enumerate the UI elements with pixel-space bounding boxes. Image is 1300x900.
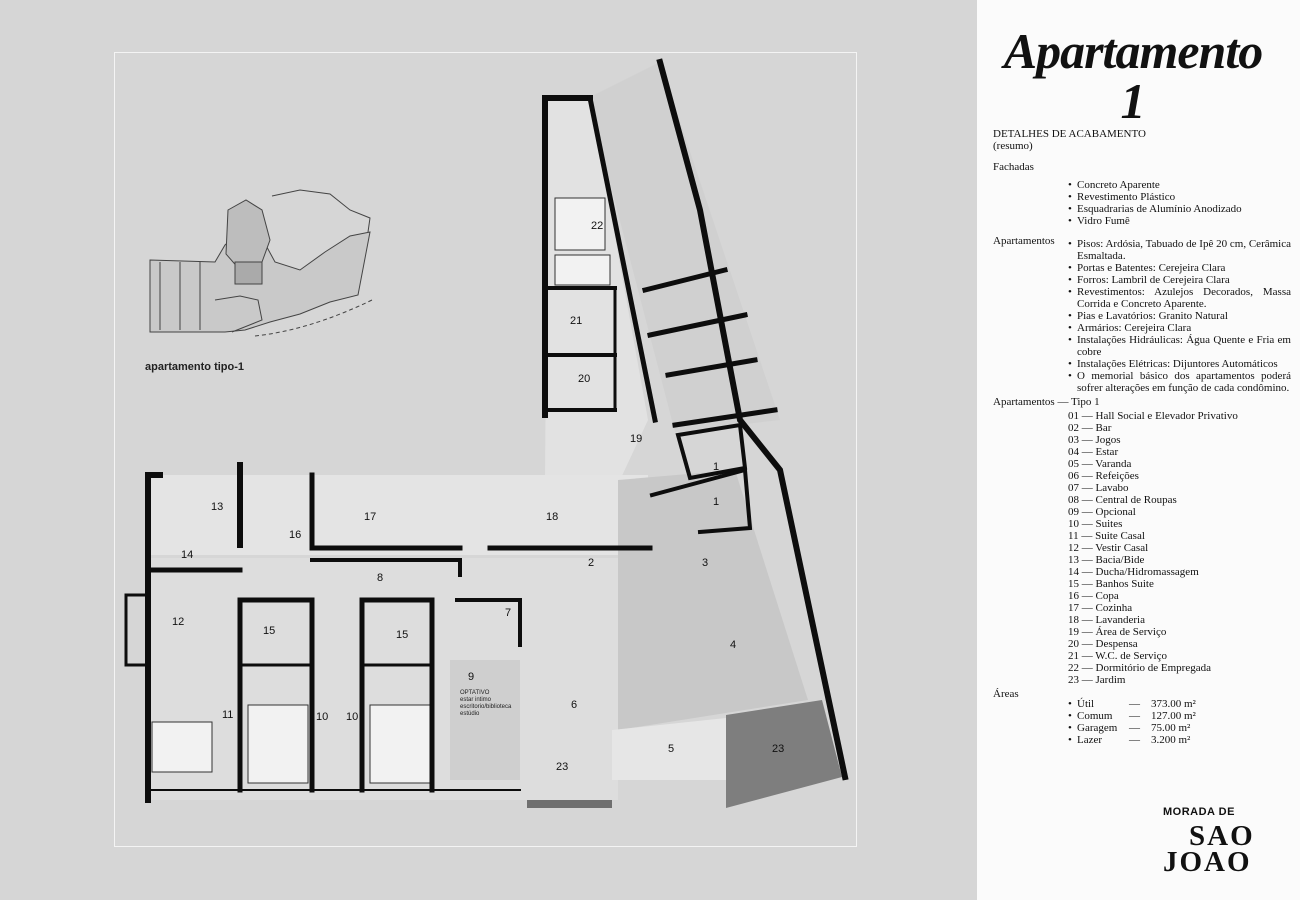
room-legend-item: 03 — Jogos <box>1068 434 1121 446</box>
room-label: 3 <box>702 557 709 569</box>
area-row <box>1068 722 1291 734</box>
list-item: • Portas e Batentes: Cerejeira Clara <box>1068 262 1291 274</box>
key-plan-caption: apartamento tipo-1 <box>145 361 245 373</box>
room-legend-item: 10 — Suites <box>1068 518 1123 530</box>
room-legend-item: 23 — Jardim <box>1068 674 1126 686</box>
room-label: 10 <box>316 711 329 723</box>
area-dash: — <box>1129 722 1140 734</box>
room-label: 16 <box>289 529 302 541</box>
room-label: 5 <box>668 743 675 755</box>
room-label: 23 <box>772 743 785 755</box>
room-label: 12 <box>172 616 185 628</box>
room-label: 15 <box>396 629 409 641</box>
room-label: 1 <box>713 461 720 473</box>
room-legend-item: 17 — Cozinha <box>1068 602 1133 614</box>
brand-word-sao: SAO <box>1189 820 1255 852</box>
list-item: • Instalações Hidráulicas: Água Quente e Fria em cobre <box>1068 334 1291 358</box>
area-name: • Lazer <box>1077 734 1103 746</box>
list-item: • Esquadrarias de Alumínio Anodizado <box>1068 203 1291 215</box>
details-subheading: (resumo) <box>993 140 1033 152</box>
area-value: 75.00 m² <box>1151 722 1191 734</box>
fachadas-section <box>993 161 1291 227</box>
page-title-number: 1 <box>1120 73 1146 129</box>
room-legend-item: 09 — Opcional <box>1068 506 1136 518</box>
optional-note-line: estúdio <box>460 711 480 717</box>
room-legend-item: 07 — Lavabo <box>1068 482 1129 494</box>
room-legend-item: 20 — Despensa <box>1068 638 1138 650</box>
area-row <box>1068 698 1291 710</box>
room-label: 23 <box>556 761 569 773</box>
room-label: 14 <box>181 549 194 561</box>
room-legend-item: 05 — Varanda <box>1068 458 1132 470</box>
apartamentos-section <box>993 235 1291 394</box>
room-label: 7 <box>505 607 512 619</box>
room-legend-item: 16 — Copa <box>1068 590 1119 602</box>
room-legend-item: 13 — Bacia/Bide <box>1068 554 1145 566</box>
room-legend-item: 22 — Dormitório de Empregada <box>1068 662 1211 674</box>
room-legend-item: 11 — Suite Casal <box>1068 530 1145 542</box>
area-row <box>1068 734 1291 746</box>
room-legend-item: 15 — Banhos Suite <box>1068 578 1154 590</box>
specification-panel <box>977 0 1300 900</box>
room-label: 11 <box>222 709 234 721</box>
room-label: 15 <box>263 625 276 637</box>
room-legend-item: 21 — W.C. de Serviço <box>1068 650 1167 662</box>
room-legend-item: 01 — Hall Social e Elevador Privativo <box>1068 410 1238 422</box>
section-label: Áreas <box>993 688 1019 700</box>
room-label: 19 <box>630 433 643 445</box>
brand-logo <box>1163 806 1273 876</box>
room-legend-item: 18 — Lavanderia <box>1068 614 1145 626</box>
area-dash: — <box>1129 698 1140 710</box>
tipo-section <box>993 396 1291 686</box>
area-name: • Comum <box>1077 710 1113 722</box>
area-value: 373.00 m² <box>1151 698 1196 710</box>
room-legend-item: 06 — Refeições <box>1068 470 1139 482</box>
room-label: 9 <box>468 671 475 683</box>
list-item: • Forros: Lambril de Cerejeira Clara <box>1068 274 1291 286</box>
list-item: • Revestimento Plástico <box>1068 191 1291 203</box>
page-title: Apartamento <box>1003 23 1263 79</box>
list-item: • Pisos: Ardósia, Tabuado de Ipê 20 cm, Cerâmica Esmaltada. <box>1068 238 1291 262</box>
brand-tagline: MORADA DE <box>1163 806 1235 818</box>
list-item: • Revestimentos: Azulejos Decorados, Massa Corrida e Concreto Aparente. <box>1068 286 1291 310</box>
area-name: • Útil <box>1077 698 1095 710</box>
list-item: • Instalações Elétricas: Dijuntores Automáticos <box>1068 358 1291 370</box>
room-legend-item: 04 — Estar <box>1068 446 1119 458</box>
room-legend-item: 12 — Vestir Casal <box>1068 542 1149 554</box>
room-label: 22 <box>591 220 604 232</box>
room-label: 1 <box>713 496 720 508</box>
room-label: 18 <box>546 511 559 523</box>
key-plan <box>150 190 372 336</box>
details-heading: DETALHES DE ACABAMENTO <box>993 128 1146 140</box>
areas-section <box>993 688 1291 746</box>
list-item: • Armários: Cerejeira Clara <box>1068 322 1291 334</box>
finish-details <box>993 128 1291 746</box>
optional-note-line: OPTATIVO <box>460 690 490 696</box>
room-label: 10 <box>346 711 359 723</box>
room-label: 4 <box>730 639 737 651</box>
list-item: • Vidro Fumê <box>1068 215 1291 227</box>
brand-word-joao: JOAO <box>1163 846 1252 878</box>
area-dash: — <box>1129 734 1140 746</box>
room-legend-item: 19 — Área de Serviço <box>1068 626 1167 638</box>
room-legend-item: 02 — Bar <box>1068 422 1112 434</box>
list-item: • Pias e Lavatórios: Granito Natural <box>1068 310 1291 322</box>
area-name: • Garagem <box>1077 722 1118 734</box>
section-label: Apartamentos — Tipo 1 <box>993 396 1100 408</box>
area-value: 3.200 m² <box>1151 734 1191 746</box>
optional-note-line: estar intimo <box>460 697 492 703</box>
room-legend-item: 08 — Central de Roupas <box>1068 494 1177 506</box>
section-label: Fachadas <box>993 161 1034 173</box>
section-label: Apartamentos <box>993 235 1055 247</box>
room-label: 8 <box>377 572 384 584</box>
room-legend-item: 14 — Ducha/Hidromassagem <box>1068 566 1199 578</box>
room-label: 2 <box>588 557 595 569</box>
list-item: • O memorial básico dos apartamentos poderá sofrer alterações em função de cada condômino. <box>1068 370 1291 394</box>
room-label: 13 <box>211 501 224 513</box>
area-value: 127.00 m² <box>1151 710 1196 722</box>
optional-note-line: escritorio/biblioteca <box>460 704 512 710</box>
area-row <box>1068 710 1291 722</box>
room-label: 17 <box>364 511 377 523</box>
room-label: 21 <box>570 315 583 327</box>
room-label: 20 <box>578 373 591 385</box>
room-label: 6 <box>571 699 578 711</box>
area-dash: — <box>1129 710 1140 722</box>
list-item: • Concreto Aparente <box>1068 179 1291 191</box>
